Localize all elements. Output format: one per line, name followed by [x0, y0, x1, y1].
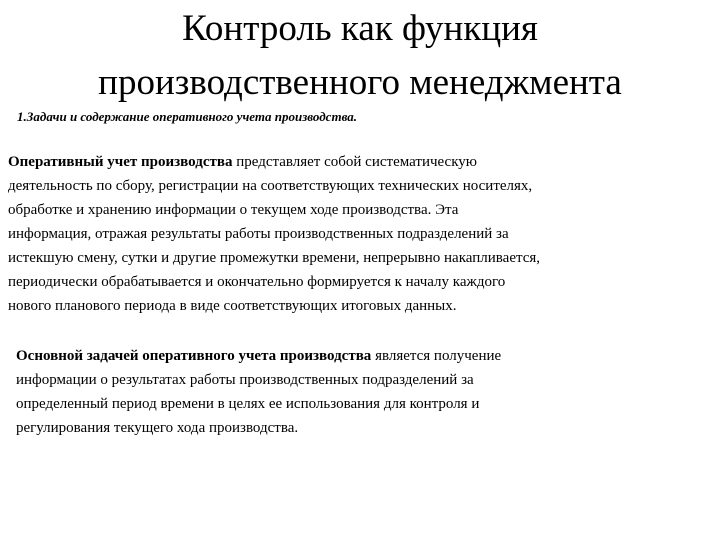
paragraph-line: регулирования текущего хода производства. — [16, 420, 299, 436]
paragraph-line: деятельность по сбору, регистрации на соответствующих технических носителях, — [8, 178, 533, 194]
paragraph-line: периодически обрабатывается и окончательно формируется к началу каждого — [8, 274, 506, 290]
bold-term: Оперативный учет производства — [8, 154, 233, 170]
paragraph-operational-accounting — [8, 150, 540, 318]
paragraph-text: является получение — [371, 348, 502, 364]
page-title-line-2: производственного менеджмента — [98, 62, 622, 103]
paragraph-line: информации о результатах работы производственных подразделений за — [16, 372, 474, 388]
paragraph-line — [16, 344, 501, 368]
paragraph-line: обработке и хранению информации о текущем ходе производства. Эта — [8, 202, 459, 218]
paragraph-line — [8, 150, 540, 174]
paragraph-main-task — [16, 344, 501, 440]
paragraph-line: определенный период времени в целях ее использования для контроля и — [16, 396, 480, 412]
paragraph-line: истекшую смену, сутки и другие промежутки времени, непрерывно накапливается, — [8, 250, 541, 266]
page-title-line-1: Контроль как функция — [182, 8, 538, 49]
page-title — [0, 2, 720, 110]
paragraph-line: нового планового периода в виде соответствующих итоговых данных. — [8, 298, 457, 314]
paragraph-text: представляет собой систематическую — [232, 154, 477, 170]
bold-term: Основной задачей оперативного учета производства — [16, 348, 372, 364]
section-subtitle: 1.Задачи и содержание оперативного учета производства. — [17, 109, 358, 124]
paragraph-line: информация, отражая результаты работы производственных подразделений за — [8, 226, 509, 242]
